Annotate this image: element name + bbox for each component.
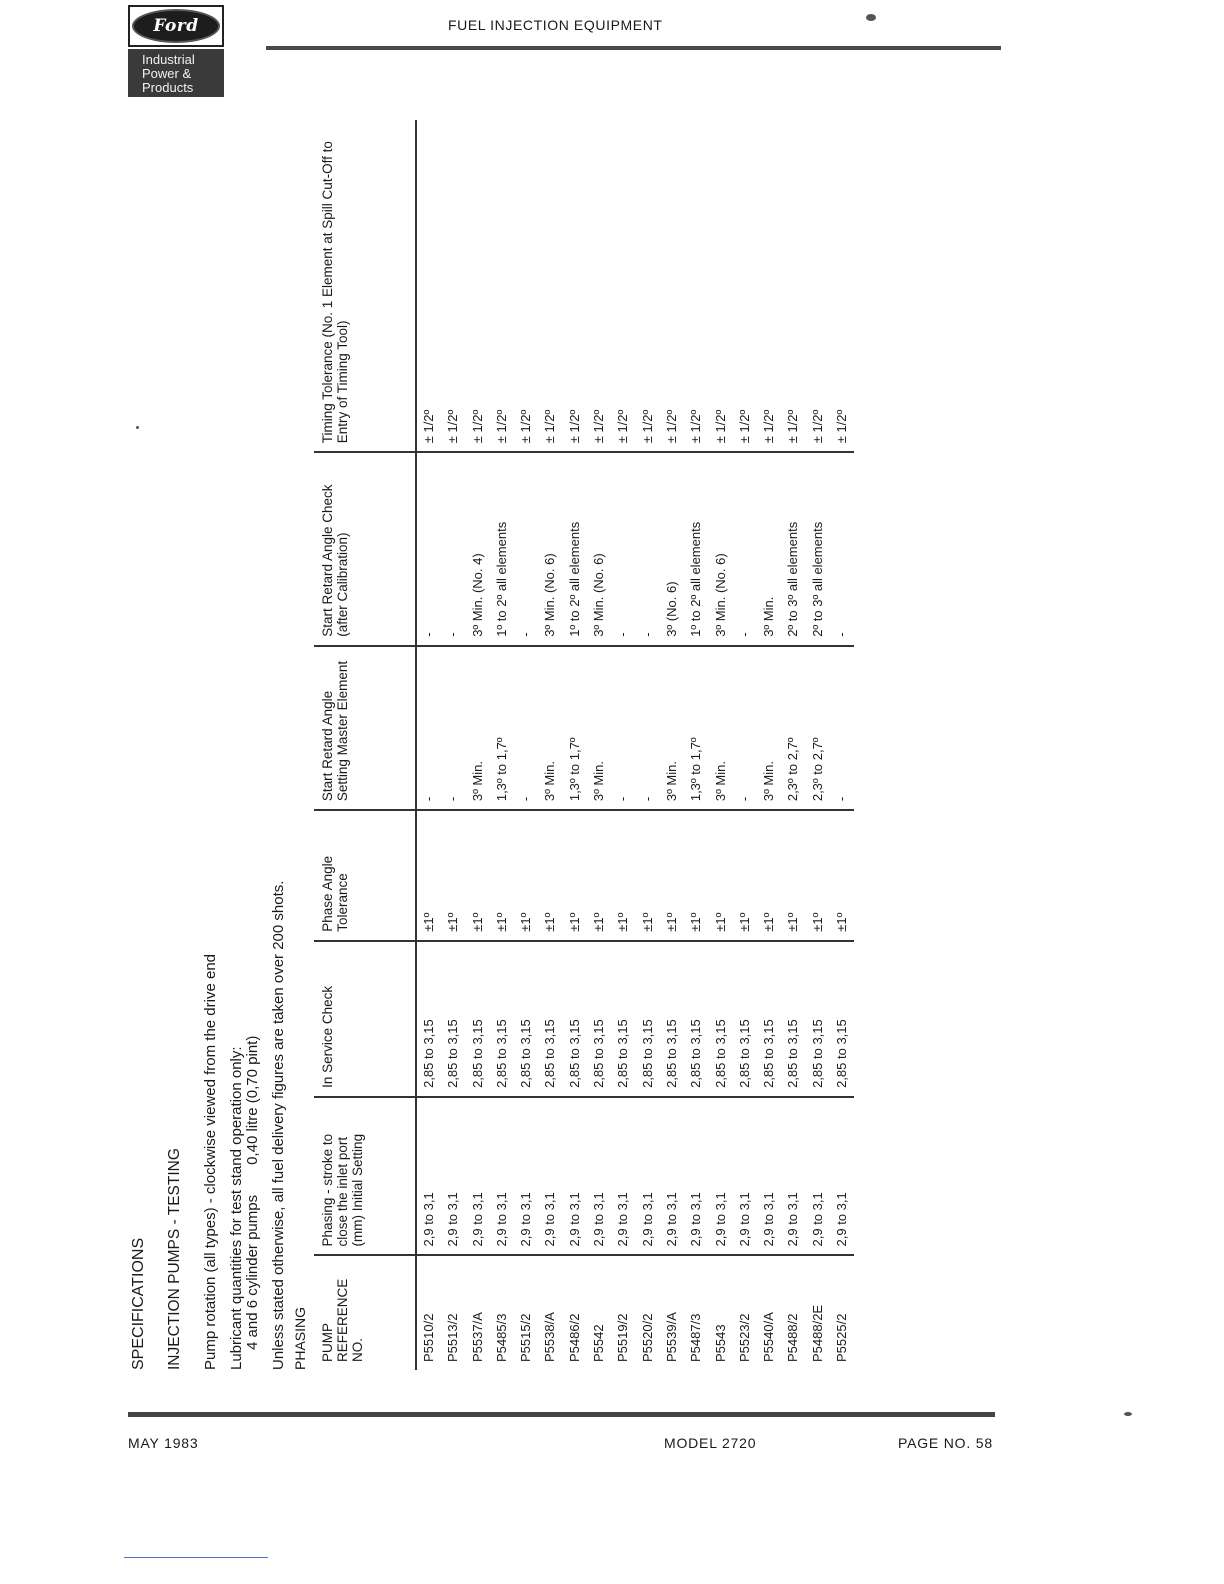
table-cell: 2,3º to 2,7º [806, 646, 830, 810]
table-row [757, 120, 781, 1370]
col-header-phase-tolerance: Phase Angle Tolerance [314, 810, 416, 941]
table-cell: 2,85 to 3,15 [466, 941, 490, 1097]
table-cell: ±1º [490, 810, 514, 941]
table-cell: ± 1/2º [518, 409, 534, 444]
table-cell: P5519/2 [611, 1255, 635, 1370]
table-cell: 3º Min. [757, 452, 781, 646]
table-cell: P5537/A [466, 1255, 490, 1370]
table-cell: ±1º [416, 810, 441, 941]
table-row [490, 120, 514, 1370]
table-cell: ± 1/2º [615, 409, 631, 444]
table-cell: 3º Min. [466, 646, 490, 810]
table-cell: 1,3º to 1,7º [684, 646, 708, 810]
table-cell: ± 1/2º [542, 409, 558, 444]
table-row [660, 120, 684, 1370]
table-cell: 3º Min. (No. 6) [587, 452, 611, 646]
table-cell: ± 1/2º [639, 409, 655, 444]
table-cell: 2,85 to 3,15 [830, 941, 854, 1097]
logo-line: Power & [142, 66, 192, 81]
table-row [709, 120, 733, 1370]
table-cell: P5525/2 [830, 1255, 854, 1370]
table-cell: 2,9 to 3,1 [684, 1097, 708, 1256]
table-row [466, 120, 490, 1370]
ford-logo-text: Ford [153, 16, 199, 36]
table-cell: ± 1/2º [469, 409, 485, 444]
table-cell: P5510/2 [416, 1255, 441, 1370]
table-row [636, 120, 660, 1370]
footer-page-number: PAGE NO. 58 [898, 1435, 993, 1451]
table-cell: 2,9 to 3,1 [587, 1097, 611, 1256]
table-cell: ±1º [806, 810, 830, 941]
table-row [441, 120, 465, 1370]
delivery-note: Unless stated otherwise, all fuel delivery figures are taken over 200 shots. [270, 880, 287, 1370]
table-cell: 2,85 to 3,15 [441, 941, 465, 1097]
table-cell: 2,9 to 3,1 [466, 1097, 490, 1256]
table-row [830, 120, 854, 1370]
scan-speck [1124, 1412, 1132, 1416]
table-cell: 3º Min. (No. 6) [538, 452, 562, 646]
table-cell: 3º Min. (No. 6) [709, 452, 733, 646]
table-row [587, 120, 611, 1370]
table-row [514, 120, 538, 1370]
table-row [416, 120, 441, 1370]
table-row [611, 120, 635, 1370]
lubricant-note: Lubricant quantities for test stand operation only: [228, 1046, 245, 1370]
table-cell: - [514, 646, 538, 810]
table-cell: 2,9 to 3,1 [514, 1097, 538, 1256]
table-cell: ±1º [757, 810, 781, 941]
table-cell: P5486/2 [563, 1255, 587, 1370]
phasing-label: PHASING [292, 1306, 308, 1370]
table-cell: 2,9 to 3,1 [709, 1097, 733, 1256]
table-cell: ± 1/2º [761, 409, 777, 444]
table-cell: 2,85 to 3,15 [781, 941, 805, 1097]
ford-oval-frame [128, 5, 224, 47]
table-cell: P5485/3 [490, 1255, 514, 1370]
table-cell: ±1º [538, 810, 562, 941]
table-cell: P5520/2 [636, 1255, 660, 1370]
table-cell: - [611, 646, 635, 810]
table-cell: ±1º [563, 810, 587, 941]
document-title: FUEL INJECTION EQUIPMENT [448, 17, 663, 33]
table-cell: ±1º [781, 810, 805, 941]
table-row [733, 120, 757, 1370]
table-cell: 2,85 to 3,15 [416, 941, 441, 1097]
table-cell: 3º Min. [709, 646, 733, 810]
table-cell: P5540/A [757, 1255, 781, 1370]
lubricant-amount: 0,40 litre (0,70 pint) [244, 1035, 261, 1165]
table-cell: ±1º [684, 810, 708, 941]
table-cell: - [416, 646, 441, 810]
section-title: SPECIFICATIONS [130, 1237, 147, 1370]
table-cell: 2º to 3º all elements [806, 452, 830, 646]
scan-speck [866, 14, 876, 21]
table-cell: 2,3º to 2,7º [781, 646, 805, 810]
table-cell: ±1º [441, 810, 465, 941]
table-cell: 2,85 to 3,15 [490, 941, 514, 1097]
table-cell: 2,9 to 3,1 [538, 1097, 562, 1256]
table-cell: 1,3º to 1,7º [563, 646, 587, 810]
table-cell: ±1º [830, 810, 854, 941]
table-cell: 2,85 to 3,15 [757, 941, 781, 1097]
table-cell: ± 1/2º [663, 409, 679, 444]
table-cell: 2,9 to 3,1 [781, 1097, 805, 1256]
table-cell: P5539/A [660, 1255, 684, 1370]
table-cell: 3º Min. (No. 4) [466, 452, 490, 646]
col-header-timing-tolerance: Timing Tolerance (No. 1 Element at Spill Cut-Off to Entry of Timing Tool) [314, 120, 416, 452]
phasing-table [314, 120, 854, 1370]
table-cell: ±1º [514, 810, 538, 941]
table-cell: P5538/A [538, 1255, 562, 1370]
lubricant-pumps: 4 and 6 cylinder pumps [244, 1194, 261, 1350]
table-cell: P5488/2E [806, 1255, 830, 1370]
rotated-content [130, 120, 855, 1370]
table-cell: 1º to 2º all elements [563, 452, 587, 646]
lubricant-quantity [244, 1036, 261, 1350]
table-cell: 2,85 to 3,15 [563, 941, 587, 1097]
col-header-phasing: Phasing - stroke to close the inlet port (mm) Initial Setting [314, 1097, 416, 1256]
col-header-start-retard-setting: Start Retard Angle Setting Master Element [314, 646, 416, 810]
table-cell: 2,9 to 3,1 [416, 1097, 441, 1256]
table-cell: 2º to 3º all elements [781, 452, 805, 646]
table-cell: P5487/3 [684, 1255, 708, 1370]
table-cell: - [733, 452, 757, 646]
table-cell: 2,9 to 3,1 [441, 1097, 465, 1256]
table-cell: ± 1/2º [493, 409, 509, 444]
table-cell: ±1º [611, 810, 635, 941]
table-cell: 2,9 to 3,1 [611, 1097, 635, 1256]
table-cell: 2,9 to 3,1 [563, 1097, 587, 1256]
footer-rule [128, 1412, 995, 1417]
table-cell: 2,85 to 3,15 [733, 941, 757, 1097]
ford-oval [132, 9, 220, 43]
table-cell: - [636, 452, 660, 646]
table-cell: 2,85 to 3,15 [514, 941, 538, 1097]
table-cell: ± 1/2º [688, 409, 704, 444]
table-cell: - [416, 452, 441, 646]
table-cell: - [611, 452, 635, 646]
table-cell: P5488/2 [781, 1255, 805, 1370]
table-cell: 3º Min. [757, 646, 781, 810]
table-cell: P5543 [709, 1255, 733, 1370]
table-row [684, 120, 708, 1370]
subsection-title: INJECTION PUMPS - TESTING [166, 1148, 183, 1370]
table-cell: - [441, 646, 465, 810]
table-cell: ± 1/2º [566, 409, 582, 444]
table-cell: P5515/2 [514, 1255, 538, 1370]
table-cell: 1º to 2º all elements [684, 452, 708, 646]
table-cell: 3º Min. [538, 646, 562, 810]
table-cell: - [636, 646, 660, 810]
table-row [806, 120, 830, 1370]
logo-line: Products [142, 80, 194, 95]
col-header-in-service: In Service Check [314, 941, 416, 1097]
col-header-start-retard-check: Start Retard Angle Check (after Calibration) [314, 452, 416, 646]
table-cell: 2,85 to 3,15 [660, 941, 684, 1097]
table-header-row [314, 120, 416, 1370]
logo-line: Industrial [142, 52, 195, 67]
header-rule [266, 46, 1001, 50]
table-cell: 1º to 2º all elements [490, 452, 514, 646]
table-row [563, 120, 587, 1370]
table-cell: ± 1/2º [785, 409, 801, 444]
table-cell: 2,9 to 3,1 [757, 1097, 781, 1256]
scan-edge-line [124, 1557, 268, 1558]
table-cell: 2,85 to 3,15 [709, 941, 733, 1097]
table-cell: ± 1/2º [445, 409, 461, 444]
ford-logo [128, 5, 226, 99]
table-cell: P5523/2 [733, 1255, 757, 1370]
footer-model: MODEL 2720 [664, 1435, 757, 1451]
table-cell: ± 1/2º [591, 409, 607, 444]
table-cell: - [830, 646, 854, 810]
industrial-power-tag [128, 49, 224, 97]
table-cell: 2,85 to 3,15 [636, 941, 660, 1097]
table-cell: 1,3º to 1,7º [490, 646, 514, 810]
table-cell: P5542 [587, 1255, 611, 1370]
table-cell: - [733, 646, 757, 810]
table-cell: 2,9 to 3,1 [830, 1097, 854, 1256]
table-cell: 2,85 to 3,15 [611, 941, 635, 1097]
table-cell: 3º Min. [660, 646, 684, 810]
table-cell: 2,85 to 3,15 [806, 941, 830, 1097]
table-cell: ±1º [636, 810, 660, 941]
col-header-pump-ref: PUMP REFERENCE NO. [314, 1255, 416, 1370]
table-cell: 2,9 to 3,1 [490, 1097, 514, 1256]
table-cell: 2,9 to 3,1 [660, 1097, 684, 1256]
table-cell: ±1º [466, 810, 490, 941]
table-cell: 2,85 to 3,15 [587, 941, 611, 1097]
table-cell: ± 1/2º [736, 409, 752, 444]
table-cell: 2,9 to 3,1 [636, 1097, 660, 1256]
table-cell: 2,85 to 3,15 [538, 941, 562, 1097]
table-cell: ±1º [733, 810, 757, 941]
table-row [781, 120, 805, 1370]
table-cell: ± 1/2º [834, 409, 850, 444]
table-row [538, 120, 562, 1370]
footer-date: MAY 1983 [128, 1435, 199, 1451]
table-cell: ±1º [660, 810, 684, 941]
table-cell: 3º (No. 6) [660, 452, 684, 646]
table-cell: ± 1/2º [809, 409, 825, 444]
table-cell: ± 1/2º [421, 409, 436, 444]
table-cell: P5513/2 [441, 1255, 465, 1370]
table-cell: ±1º [709, 810, 733, 941]
table-cell: - [441, 452, 465, 646]
table-cell: - [514, 452, 538, 646]
table-cell: - [830, 452, 854, 646]
table-cell: 3º Min. [587, 646, 611, 810]
pump-rotation-note: Pump rotation (all types) - clockwise viewed from the drive end [202, 953, 219, 1370]
table-cell: ±1º [587, 810, 611, 941]
table-cell: 2,85 to 3,15 [684, 941, 708, 1097]
table-cell: 2,9 to 3,1 [733, 1097, 757, 1256]
table-cell: 2,9 to 3,1 [806, 1097, 830, 1256]
table-cell: ± 1/2º [712, 409, 728, 444]
